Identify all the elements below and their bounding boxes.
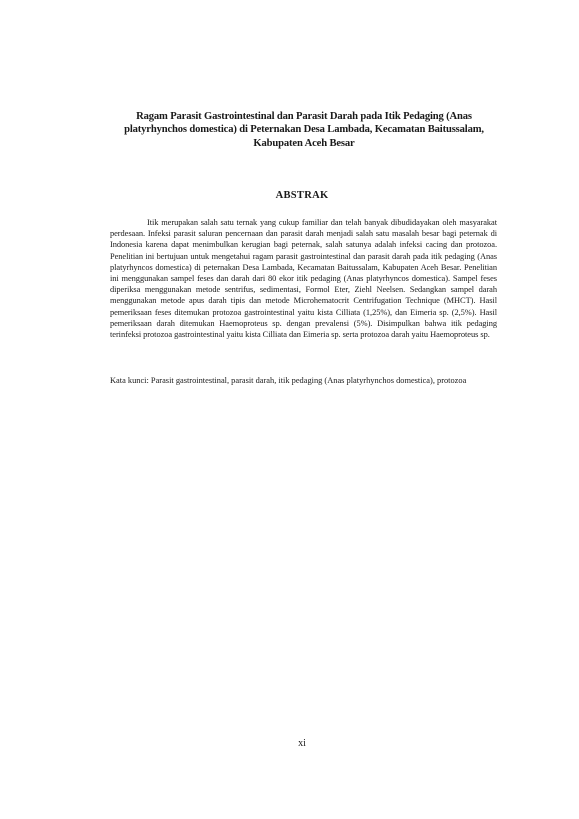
abstract-paragraph: Itik merupakan salah satu ternak yang cukup familiar dan telah banyak dibudidayakan oleh masyarakat perdesaan. Infeksi parasit saluran pencernaan dan parasit darah menjadi salah satu masalah besar bagi peternak di Indonesia karena dapat menimbulkan kerugian bagi peternak, salah satunya adalah infeksi cacing dan protozoa. Penelitian ini bertujuan untuk mengetahui ragam parasit gastrointestinal dan parasit darah pada itik pedaging (Anas platyrhyncos domestica) di peternakan Desa Lambada, Kecamatan Baitussalam, Kabupaten Aceh Besar. Penelitian ini menggunakan sampel feses dan darah dari 80 ekor itik pedaging (Anas platyrhyncos domestica). Sampel feses diperiksa menggunakan metode sentrifus, sedimentasi, Formol Eter, Ziehl Neelsen. Sedangkan sampel darah menggunakan metode apus darah tipis dan metode Microhematocrit Centrifugation Technique (MHCT). Hasil pemeriksaan feses ditemukan protozoa gastrointestinal yaitu kista Cilliata (1,25%), dan Eimeria sp. (2,5%). Hasil pemeriksaan darah ditemukan Haemoproteus sp. dengan prevalensi (5%). Disimpulkan bahwa itik pedaging terinfeksi protozoa gastrointestinal yaitu kista Cilliata dan Eimeria sp. serta protozoa darah yaitu Haemoproteus sp. — [110, 218, 497, 340]
page-number: xi — [298, 738, 306, 749]
keywords-line: Kata kunci: Parasit gastrointestinal, parasit darah, itik pedaging (Anas platyrhynchos domestica), protozoa — [110, 376, 467, 385]
paper-title: Ragam Parasit Gastrointestinal dan Parasit Darah pada Itik Pedaging (Anas platyrhynchos domestica) di Peternakan Desa Lambada, Kecamatan Baitussalam, Kabupaten Aceh Besar — [124, 111, 484, 149]
section-heading: ABSTRAK — [275, 190, 329, 201]
